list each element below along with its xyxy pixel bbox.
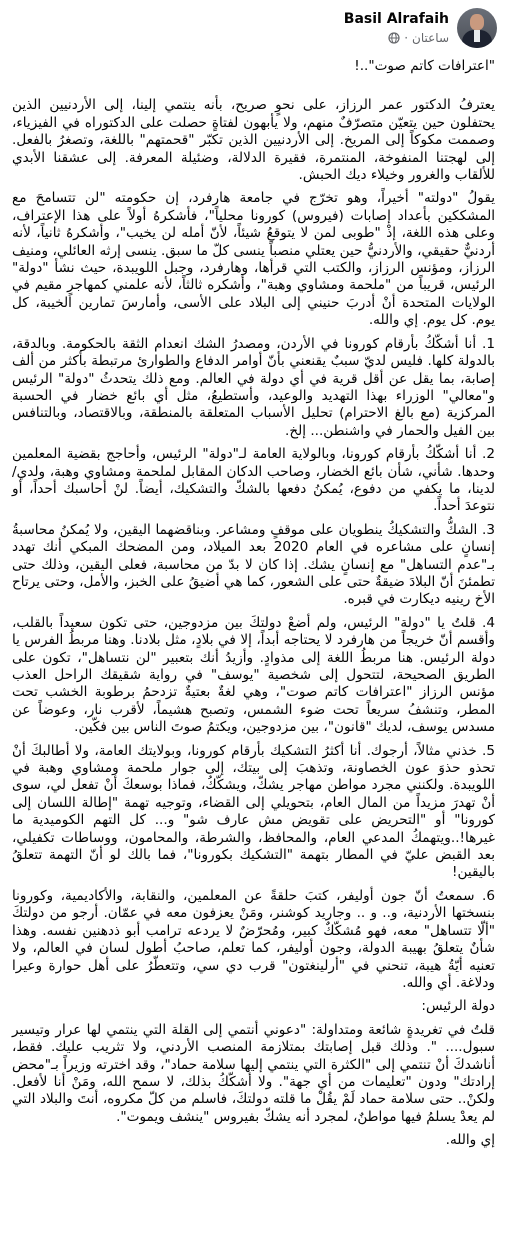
post-timestamp[interactable]: ساعتان (412, 31, 449, 45)
post-subline (388, 30, 449, 46)
post-paragraph: 2. أنا أشكّكُ بأرقام كورونا، وبالولاية العامة لـ"دولة" الرئيس، وأحاجج بقضية المعلمين وحدها. شأني، شأن بائع الخضار، وصاحب الدكان المقابل لملحمة ومشاوي وهبة، ولدي/لدينا، ما يكفي من دفوع، يُمكنُ دفعها بالشكّ والتشكيك، أيضاً. لنْ أحاسبك أحداً، أو نتوعدَ أحداً. (12, 446, 495, 515)
post-paragraph: 5. خذني مثالاً، أرجوك. أنا أكثرُ التشكيك بأرقام كورونا، وبولايتك العامة، ولا أطالبكَ أنْ تحذو حذوَ عون الخصاونة، وتذهبَ إلى بيتك، إلى جوار ملحمة ومشاوي وهبة في اللويبدة. ولكنني مجرد مواطن مهاجر يشكّ، ويشكّكُ، فماذا بوسعكَ أنْ تفعل لي، سوى أنْ تهدرَ مزيداً من المال العام، بتحويلي إلى القضاء، وتوجيه تهمة "إطالة اللسان إلى كورونا" أو "التحريض على تقويض مش عارف شو" و... كل التهم الكوميدية ما غيرها!..ويتهمكُ المدعي العام، والمحافظ، والشرطة، والمحامون، ووساطات تكفيلي، بعد القبض عليّ في المطار بتهمة "التشكيك بكورونا"، فما بالك لو أنّ التهمة تتعلقُ باليقين! (12, 742, 495, 881)
author-avatar[interactable] (457, 8, 497, 48)
post-body (0, 58, 505, 1150)
post-paragraph: إي والله. (445, 1132, 495, 1149)
post-title: "اعترافات كاتم صوت"..! (354, 58, 495, 74)
post-header (0, 0, 505, 56)
post-paragraph: يقولُ "دولته" أخيراً، وهو تخرّج في جامعة هارفرد، إن حكومته "لن تتسامحَ مع المشككين بأعداد إصابات (فيروس) كورونا محلياً"، فأشكرهُ أولاً على هذا الإعتراف، وعلى هذه اللغة، إذْ "طوبى لمن لا يتوقعُ شيئاً، لأنّ أمله لن يخيب"، وأشكرهُ ثانياً، لأنه أردنيٌّ حقيقي، والأردنيُّ حين يعتلي منصباً ينسى كلّ ما سبق. ينسى إرثه العائلي، ومنيف الرزاز، ومؤنس الرزاز، والكتب التي قرأها، وهارفرد، وجبل اللويبدة، حيث نشأ "دولة" الرئيس، قريباً من "ملحمة ومشاوي وهبة"، وأشكره ثالثاً، لأنه علمني كمهاجرٍ مقيم في الولايات المتحدة أنْ أدربَ حنيني إلى البلاد على الأسى، وأمارسَ تمارين الخيبة، كل يوم. كل يوم. إي والله. (12, 190, 495, 329)
globe-icon[interactable] (388, 32, 400, 44)
post-paragraph: 6. سمعتُ أنّ جون أوليفر، كتبَ حلقةً عن المعلمين، والنقابة، والأكاديمية، وكورونا بنسختها الأردنية، و.. و .. وجاريد كوشنر، ومَنْ يعزفون معه في عمّان. أرجو من دولتكَ "ألّا تتساهل" معه، فهو مُشكّكٌ كبير، ومُحرّضٌ لا يردعه ترامب أبو ذدهنين نفسه. وهذا شأنٌ يتعلقُ بهيبة الدولة، وجون أوليفر، كما تعلم، صاحبُ أطول لسان في العالم، ولا تعنيه أيّةُ هيبة، تنحني في "أرلينغتون" قرب دي سي، وتتعطّرُ على أهل حوارة وعيرا ودلاغة. أي والله. (12, 887, 495, 991)
post-paragraph: 1. أنا أشكّكُ بأرقام كورونا في الأردن، ومصدرُ الشك انعدام الثقة بالحكومة. وبالدقة، بالدولة كلها. فليس لديّ سببٌ يقنعني بأنّ أوامر الدفاع والطوارئ مرتبطة بأكثر من ألف إصابة، بما يقل عن أقل قرية في أي دولة في العالم. ومع ذلك يتحدثُ "دولة" الرئيس و"معالي" الوزراء بهذا التهديد والوعيد، وأستطيعُ، مثل أي بائع خضار في الحسبة المركزية (مع بالغ الاحترام) تحليل الأسباب المتعلقة بالمنطقة، وبالاقتصاد، وبالتنافس بين الفيل والحمار في واشنطن... إلخ. (12, 335, 495, 439)
post-paragraph: دولة الرئيس: (421, 998, 495, 1015)
post-paragraph: 4. قلتُ يا "دولة" الرئيس، ولم أضعْ دولتكَ بين مزدوجين، حتى تكون سعيداً بالقلب، وأقسم أنّ خريجاً من هارفرد لا يحتاجه أبداً، إلا في بلادٍ، مثل بلادنا. وهنا مربطُ الفرس يا دولة الرئيس. هنا مربطُ اللغة إلى مذوادٍ. وأزيدُ أنك بتعبير "لن نتساهل"، تكون على الطريق الصحيحة، لتتحول إلى شخصية "يوسف" في رواية شقيقك الراحل العذب مؤنس الرزاز "اعترافات كاتم صوت"، وهي لغةٌ بعتيةٌ تزدحمُ برطوبة الخشب تحت المطر، وتنشفُ سريعاً تحت ضوء الشمس، وتصبح هشيماً، لأقرب نار، وعوضاً عن مسدس يوسف، لديك "قانون"، بين مزدوجين، ويكتمُ صوتَ الناس بين فكّين. (12, 614, 495, 736)
post-paragraph: 3. الشكُّ والتشكيكُ ينطويان على موقفٍ ومشاعر. وبناقضهما اليقين، ولا يُمكنُ محاسبةُ إنسانٍ على مشاعره في العام 2020 بعد الميلاد، ومن المضحك المبكي أنك تهدد بـ"عدم التساهل" مع إنسانٍ يشك. إذا كان لا بدّ من محاسبة، فعلى اليقين، وذلك حتى تطمئنَ أنّ البلادَ ضيقةٌ حتى على الشعور، كما هي أضيقُ على الخبز، والأمل، وحتى يرتاح الأخ رينيه ديكارت في قبره. (12, 521, 495, 608)
post-paragraph: قلتُ في تغريدةٍ شائعة ومتداولة: "دعوني أنتمي إلى القلة التي ينتمي لها عرار وتيسير سبول.... ". وذلك قبل إصابتك بمتلازمة المنصب الأردني، ولا تثريب عليك. فقط، أناشدكَ أنْ تنتمي إلى "الكثرة التي ينتمي إليها سلامة حماد"، وقد اخترته وزيراً بـ"محض إرادتك" ودون "تعليمات من أي جهة". ولا أشكّكُ بذلك، لا سمح الله، ومَنْ أنا لأفعل. ولكنْ.. حتى سلامة حماد لَمْ يقُلْ ما قلته دولتكَ، فاسلم من كلّ مكروه، أنتَ والبلاد التي لم يعدْ يسلمُ فيها مواطنٌ، لمجرد أنه يشكّ بفيروس "ينشف ويموت". (12, 1021, 495, 1125)
author-name[interactable]: Basil Alrafaih (343, 11, 449, 27)
post-meta (344, 10, 449, 46)
separator-dot: · (404, 31, 409, 45)
post-paragraph: يعترفُ الدكتور عمر الرزاز، على نحوٍ صريح، بأنه ينتمي إلينا، إلى الأردنيين الذين يحتفلون حين يتعيّن متصرّفٌ منهم، ولا يأبهون لفتاةٍ حصلت على الدكتوراه في الفيزياء، وصممت مكوكاً إلى المريخ. إلى الأردنيين الذين تكبّر "قحمتهم" باللغة، وتصغرُ بالفعل. إلى لهجتنا المنفوخة، المنتمرة، فقيرة الدلالة، وضئيلة المعرفة. إلى عشقنا الأبدي للألقاب والغرور وخيلاء ديك الحبش. (12, 97, 495, 184)
